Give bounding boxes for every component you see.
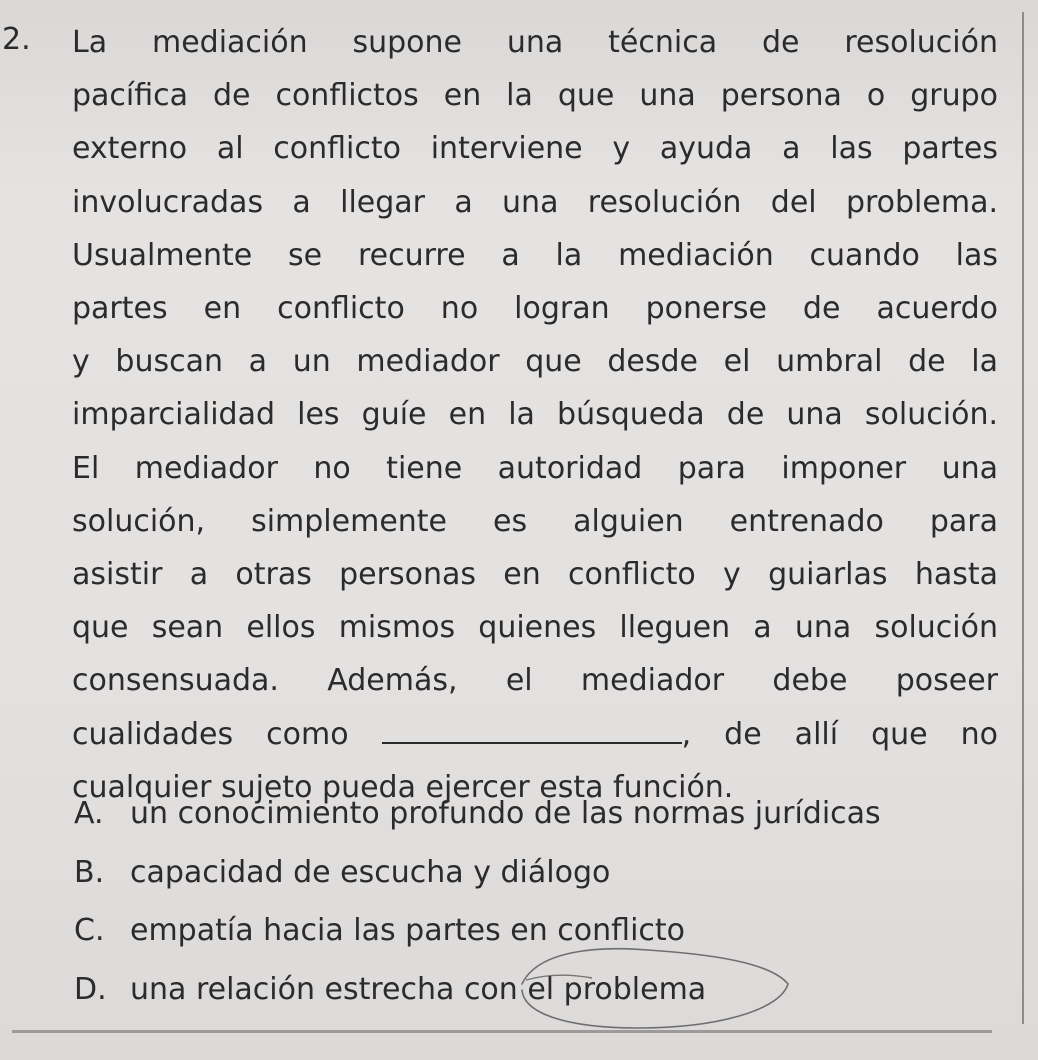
passage-line: que sean ellos mismos quienes lleguen a una solución: [72, 610, 998, 646]
passage-line-with-blank: [72, 708, 998, 761]
passage-line: solución, simplemente es alguien entrenado para: [72, 503, 998, 539]
passage-line: involucradas a llegar a una resolución del problema.: [72, 184, 998, 220]
passage-line: Usualmente se recurre a la mediación cuando las: [72, 237, 998, 273]
passage-line: asistir a otras personas en conflicto y guiarlas hasta: [72, 557, 998, 593]
question-number: 2.: [2, 22, 31, 57]
option-letter: A.: [74, 796, 104, 831]
option-text: empatía hacia las partes en conflicto: [130, 913, 686, 948]
pencil-stroke: [522, 949, 788, 1028]
passage-line: El mediador no tiene autoridad para imponer una: [72, 450, 998, 486]
option-a[interactable]: [74, 790, 881, 849]
pencil-underline: [526, 975, 592, 980]
option-b[interactable]: [74, 849, 881, 908]
option-text: un conocimiento profundo de las normas jurídicas: [130, 796, 881, 831]
passage-final-line: cualquier sujeto pueda ejercer esta función.: [72, 769, 734, 805]
passage-line: consensuada. Además, el mediador debe poseer: [72, 663, 998, 699]
option-letter: B.: [74, 854, 105, 890]
bottom-rule: [12, 1030, 992, 1033]
question-passage: [72, 16, 998, 814]
passage-line: externo al conflicto interviene y ayuda a las partes: [72, 131, 998, 167]
right-margin-rule: [1022, 12, 1024, 1024]
passage-line: y buscan a un mediador que desde el umbral de la: [72, 344, 998, 380]
passage-line: pacífica de conflictos en la que una persona o grupo: [72, 78, 998, 114]
blank-trail-text: , de allí que no: [681, 716, 998, 752]
answer-blank: [382, 714, 682, 744]
option-letter: D.: [74, 971, 107, 1007]
option-text: capacidad de escucha y diálogo: [130, 854, 611, 890]
option-letter: C.: [74, 913, 105, 948]
passage-line: imparcialidad les guíe en la búsqueda de una solución.: [72, 397, 998, 433]
passage-line: partes en conflicto no logran ponerse de acuerdo: [72, 291, 998, 327]
pencil-circle-mark: [508, 944, 798, 1034]
option-text: una relación estrecha con el problema: [130, 971, 707, 1007]
blank-lead-text: cualidades como: [72, 716, 349, 752]
passage-line: La mediación supone una técnica de resolución: [72, 25, 998, 60]
